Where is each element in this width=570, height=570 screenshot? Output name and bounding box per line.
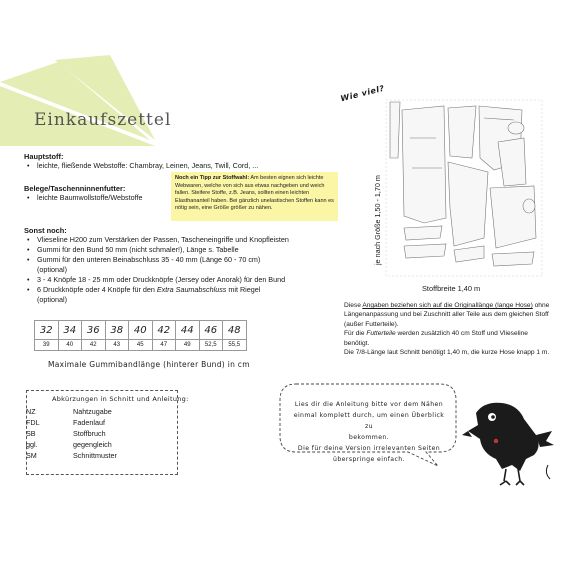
length-cell: 55,5	[223, 340, 247, 351]
list-item: • 3 - 4 Knöpfe 18 - 25 mm oder Druckknöpfe (Jersey oder Anorak) für den Bund	[24, 275, 344, 285]
list-item-italic: Extra Saumabschluss	[156, 285, 227, 294]
note-text: Die 7/8-Länge laut Schnitt benötigt 1,40 m, die kurze Hose knapp 1 m.	[344, 349, 550, 357]
abbr-value: Stoffbruch	[73, 429, 106, 438]
elastic-length-table	[34, 320, 247, 351]
length-cell: 40	[58, 340, 82, 351]
list-item	[24, 255, 344, 275]
belege-list	[24, 193, 174, 203]
abbr-value: Fadenlauf	[73, 418, 105, 427]
note-text: ohne Längenanpassung und bei Zuschnitt aller Teile aus dem gleichen Stoff (außer Futterteile).	[344, 302, 550, 328]
list-item-text: (optional)	[37, 295, 67, 304]
fabric-tip-box	[171, 172, 338, 221]
speech-line: einmal komplett durch, um einen Überblick zu	[293, 412, 445, 430]
tip-lead: Noch ein Tipp zur Stoffwahl:	[175, 175, 250, 181]
speech-line: Die für deine Version irrelevanten Seiten	[297, 445, 441, 452]
crow-illustration	[462, 395, 558, 487]
fabric-height-label: je nach Größe 1,50 - 1,70 m	[373, 175, 382, 265]
list-item	[26, 417, 117, 428]
page-title: Einkaufszettel	[34, 110, 172, 130]
belege-heading: Belege/Taschenninnenfutter:	[24, 184, 126, 193]
list-item-text: 6 Druckknöpfe oder 4 Knöpfe für den	[37, 285, 157, 294]
list-item: • Gummi für den Bund 50 mm (nicht schmaler!), Länge s. Tabelle	[24, 245, 344, 255]
abbr-key: SB	[26, 429, 36, 438]
hauptstoff-heading: Hauptstoff:	[24, 152, 64, 161]
speech-line: bekommen.	[348, 434, 390, 441]
length-cell: 52,5	[199, 340, 223, 351]
tip-body: Am besten eignen sich leichte Webwaren, welche von sich aus etwas nachgeben und weich fallen. Steifere Stoffe, z.B. Jeans, sollten einen leichten Elasthananteil haben. Bei gänzlich unelastischen Stoffen kann es nötig sein, eine Größe größer zu nähen.	[175, 175, 334, 212]
size-cell: 32	[35, 321, 59, 340]
sonst-list	[24, 235, 344, 305]
belege-section	[24, 184, 174, 203]
list-item	[24, 285, 344, 305]
length-cell: 39	[35, 340, 59, 351]
abbr-value: Nahtzugabe	[73, 407, 112, 416]
note-italic: Futterteile	[366, 330, 396, 338]
length-cell: 49	[176, 340, 200, 351]
size-cell: 46	[199, 321, 223, 340]
note-text: werden zusätzlich 40 cm Stoff und Vlieseline benötigt.	[344, 330, 528, 347]
list-item	[26, 406, 117, 417]
table-row	[35, 321, 247, 340]
abbr-key: ggl.	[26, 440, 38, 449]
abbr-key: SM	[26, 451, 37, 460]
wie-viel-label: Wie viel?	[339, 83, 386, 104]
abbr-key: FDL	[26, 418, 40, 427]
note-text: Für die	[344, 330, 367, 338]
size-cell: 44	[176, 321, 200, 340]
length-cell: 43	[105, 340, 129, 351]
speech-line: überspringe einfach.	[333, 456, 405, 463]
sonst-section	[24, 226, 344, 305]
list-item-text: Gummi für den unteren Beinabschluss 35 - 40 mm (Länge 60 - 70 cm)	[37, 255, 261, 264]
size-cell: 34	[58, 321, 82, 340]
list-item-text: mit Riegel	[226, 285, 261, 294]
cutting-layout-diagram	[384, 98, 544, 278]
size-cell: 36	[82, 321, 106, 340]
size-cell: 48	[223, 321, 247, 340]
abbreviations-list	[26, 406, 117, 461]
note-underline: Angaben beziehen sich auf die Originallänge (lange Hose)	[362, 302, 533, 309]
table-caption: Maximale Gummibandlänge (hinterer Bund) in cm	[48, 360, 250, 369]
list-item-text: (optional)	[37, 265, 67, 274]
fabric-width-label: Stoffbreite 1,40 m	[422, 284, 481, 293]
list-item	[26, 439, 117, 450]
length-cell: 47	[152, 340, 176, 351]
size-cell: 42	[152, 321, 176, 340]
size-cell: 40	[129, 321, 153, 340]
list-item: • leichte, fließende Webstoffe: Chambray, Leinen, Jeans, Twill, Cord, ...	[24, 161, 344, 171]
list-item: • Vlieseline H200 zum Verstärken der Passen, Tascheneingriffe und Knopfleisten	[24, 235, 344, 245]
length-cell: 42	[82, 340, 106, 351]
abbr-value: Schnittmuster	[73, 451, 117, 460]
abbreviations-title: Abkürzungen in Schnitt und Anleitung:	[52, 395, 189, 403]
hauptstoff-section	[24, 152, 344, 171]
list-item	[26, 450, 117, 461]
sonst-heading: Sonst noch:	[24, 226, 67, 235]
abbr-key: NZ	[26, 407, 36, 416]
list-item: • leichte Baumwollstoffe/Webstoffe	[24, 193, 174, 203]
list-item	[26, 428, 117, 439]
speech-text	[289, 399, 449, 465]
size-cell: 38	[105, 321, 129, 340]
speech-line: Lies dir die Anleitung bitte vor dem Nähen	[294, 401, 444, 408]
length-cell: 45	[129, 340, 153, 351]
abbr-value: gegengleich	[73, 440, 112, 449]
hauptstoff-list	[24, 161, 344, 171]
note-text: Diese	[344, 302, 363, 309]
table-row	[35, 340, 247, 351]
fabric-notes	[344, 301, 552, 357]
